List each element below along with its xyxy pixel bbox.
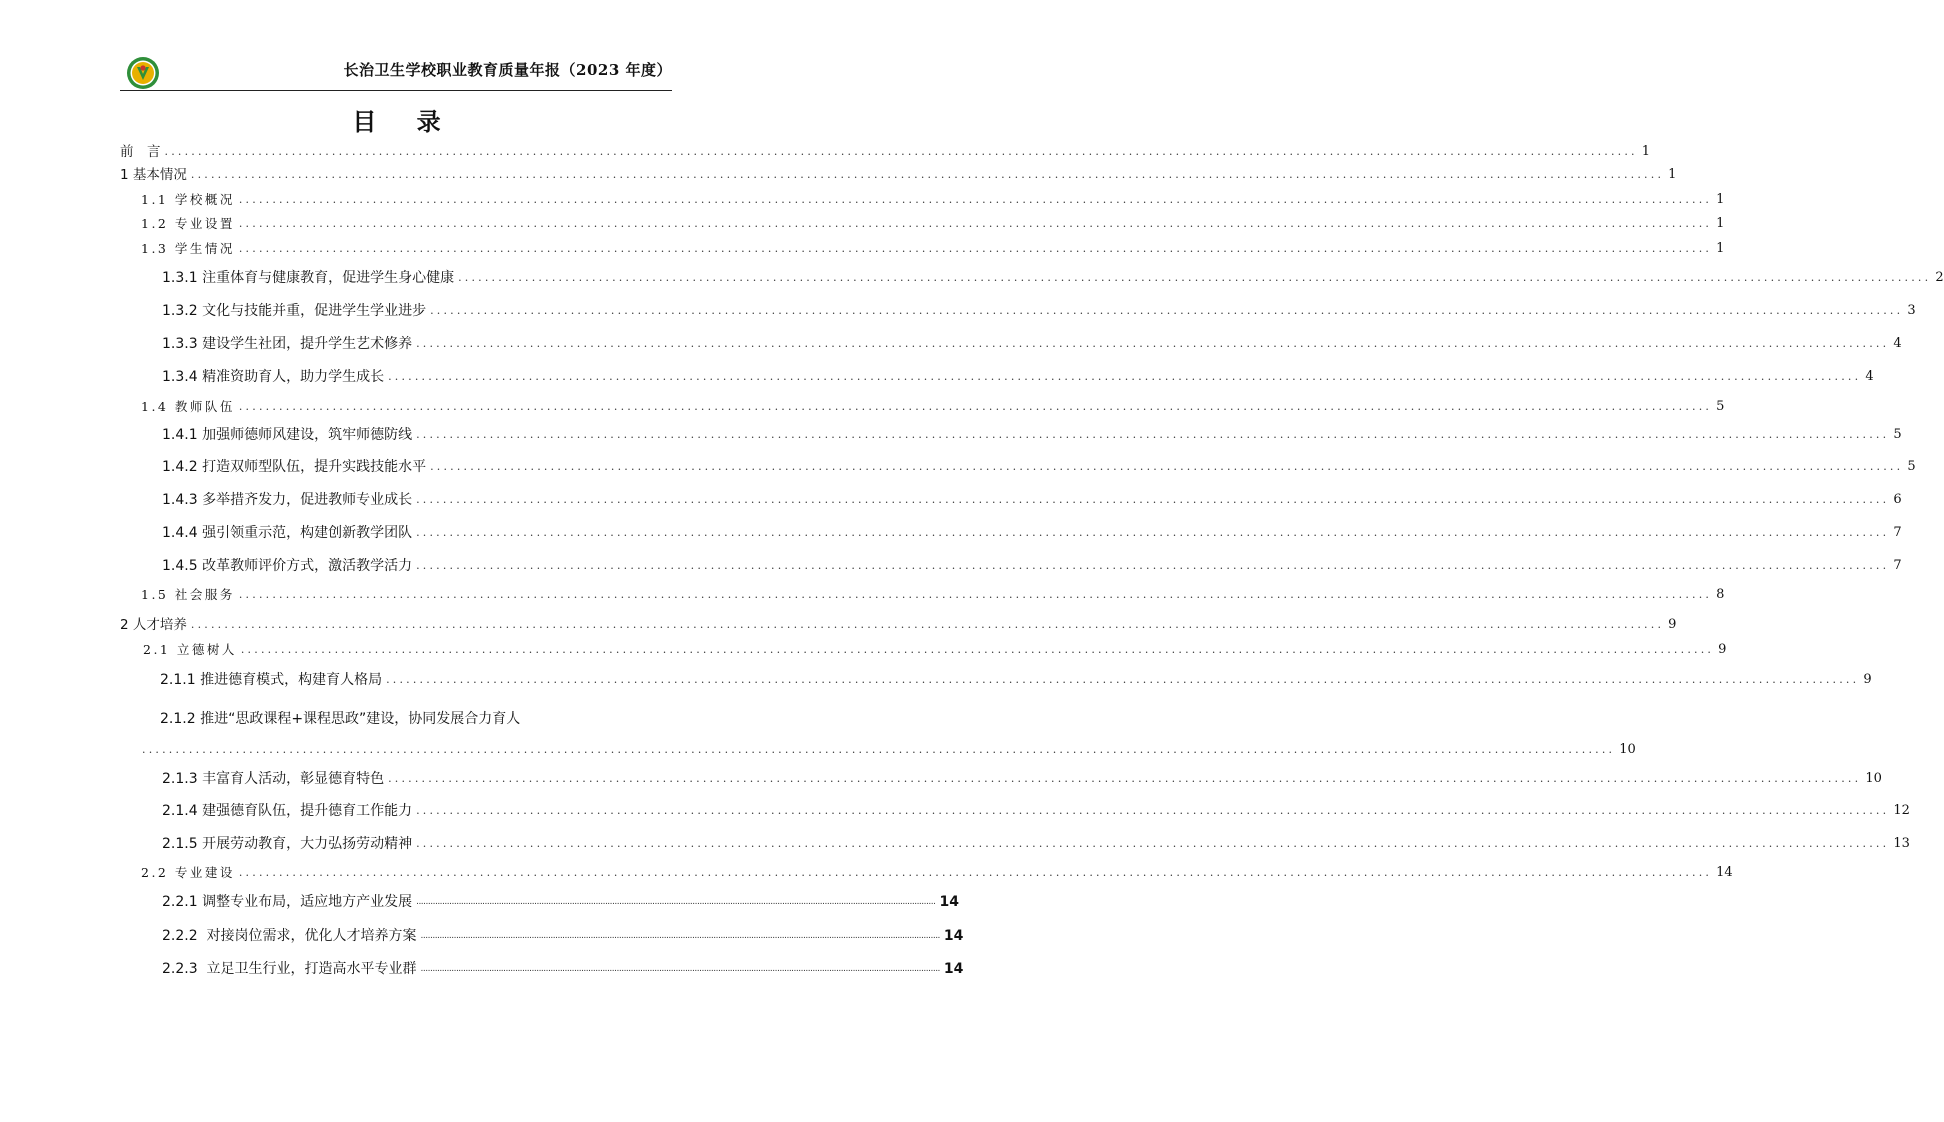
toc-entry-title: 2.1 立德树人 <box>143 642 237 657</box>
page-header <box>120 50 672 90</box>
dot-leader: ............................................................................................................................................................................................................................ <box>386 673 1860 686</box>
toc-entry-page: 14 <box>943 961 964 977</box>
toc-entry-page: 7 <box>1893 525 1902 540</box>
toc-entry-title: 1.2 专业设置 <box>141 216 235 231</box>
dot-leader: ............................................................................................................................................................................................................................ <box>416 804 1890 817</box>
toc-entry-2-1-1[interactable] <box>160 670 1872 690</box>
toc-entry-1-3[interactable] <box>141 239 1725 259</box>
toc-entry-page: 1 <box>1716 241 1725 256</box>
toc-entry-title: 1.3 学生情况 <box>141 241 235 256</box>
toc-entry-page: 9 <box>1718 642 1727 657</box>
toc-entry-1-4-5[interactable] <box>162 556 1902 576</box>
toc-entry-2-2-3[interactable] <box>162 959 964 979</box>
dot-leader: ............................................................................................................................................................................................................................ <box>238 217 1713 230</box>
toc-entry-title: 1.3.1 注重体育与健康教育，促进学生身心健康 <box>162 270 455 286</box>
toc-entry-page: 6 <box>1893 492 1902 507</box>
toc-entry-title: 2 人才培养 <box>120 617 187 633</box>
toc-entry-page: 12 <box>1893 803 1910 818</box>
dot-leader: ............................................................................................................................................................................................................................ <box>190 618 1665 631</box>
dot-leader: ............................................................................................................................................................................................................................ <box>164 145 1638 158</box>
toc-entry-title: 1.4.2 打造双师型队伍，提升实践技能水平 <box>162 459 427 475</box>
toc-entry-page: 14 <box>939 894 959 910</box>
dot-leader: ............................................................................................................................................................................................................................ <box>240 643 1715 656</box>
dot-leader: ............................................................................................................................................................................................................................ <box>238 400 1713 413</box>
toc-entry-2-2-1[interactable] <box>162 892 959 912</box>
dot-leader: ............................................................................................................................................................................................................................ <box>238 193 1713 206</box>
toc-entry-2[interactable] <box>120 615 1677 635</box>
toc-entry-1-3-1[interactable] <box>162 268 1944 288</box>
toc-entry-2-1-4[interactable] <box>162 801 1910 821</box>
toc-entry-title: 1.4 教师队伍 <box>141 399 235 414</box>
toc-entry-title: 2.1.4 建强德育队伍，提升德育工作能力 <box>162 803 413 819</box>
toc-title: 目 录 <box>352 107 457 136</box>
toc-entry-continuation <box>142 740 1636 760</box>
toc-entry-2-2[interactable] <box>141 863 1733 883</box>
dot-leader: ............................................................................................................................................................................................................................ <box>416 897 936 907</box>
toc-entry-2-1[interactable] <box>143 640 1727 660</box>
dot-leader: ............................................................................................................................................................................................................................ <box>416 428 1890 441</box>
dot-leader: ............................................................................................................................................................................................................................ <box>420 931 940 941</box>
toc-entry-preface[interactable] <box>120 142 1651 162</box>
toc-entry-page: 9 <box>1668 617 1677 632</box>
toc-entry-page: 4 <box>1865 369 1874 384</box>
toc-entry-page: 4 <box>1893 336 1902 351</box>
toc-entry-title: 2.2.1 调整专业布局，适应地方产业发展 <box>162 894 413 910</box>
toc-entry-page: 1 <box>1716 216 1725 231</box>
toc-entry-title: 1.3.3 建设学生社团，提升学生艺术修养 <box>162 336 413 352</box>
school-logo <box>126 56 160 90</box>
toc-entry-page: 2 <box>1935 270 1944 285</box>
toc-entry-title: 1.4.5 改革教师评价方式，激活教学活力 <box>162 558 413 574</box>
toc-entry-1-4-2[interactable] <box>162 457 1916 477</box>
toc-entry-1-3-3[interactable] <box>162 334 1902 354</box>
toc-entry-title: 2.2 专业建设 <box>141 865 235 880</box>
dot-leader: ............................................................................................................................................................................................................................ <box>416 559 1890 572</box>
toc-entry-page: 14 <box>943 928 964 944</box>
toc-entry-1-4-4[interactable] <box>162 523 1902 543</box>
toc-entry-page: 9 <box>1863 672 1872 687</box>
dot-leader: ............................................................................................................................................................................................................................ <box>430 304 1904 317</box>
toc-entry-page: 1 <box>1668 167 1677 182</box>
toc-entry-title: 2.1.1 推进德育模式，构建育人格局 <box>160 672 383 688</box>
toc-entry-title: 1.5 社会服务 <box>141 587 235 602</box>
toc-entry-2-1-3[interactable] <box>162 769 1882 789</box>
toc-entry-title: 1.4.3 多举措齐发力，促进教师专业成长 <box>162 492 413 508</box>
toc-entry-title: 2.1.2 推进“思政课程+课程思政”建设，协同发展合力育人 <box>160 711 521 727</box>
dot-leader: ............................................................................................................................................................................................................................ <box>420 964 940 974</box>
toc-entry-page: 1 <box>1716 192 1725 207</box>
dot-leader: ............................................................................................................................................................................................................................ <box>416 526 1890 539</box>
toc-entry-page: 8 <box>1716 587 1725 602</box>
toc-entry-1[interactable] <box>120 165 1677 185</box>
toc-entry-title: 1.3.4 精准资助育人，助力学生成长 <box>162 369 385 385</box>
dot-leader: ............................................................................................................................................................................................................................ <box>416 837 1890 850</box>
toc-entry-page: 13 <box>1893 836 1910 851</box>
toc-entry-page: 1 <box>1641 144 1651 159</box>
toc-entry-1-3-2[interactable] <box>162 301 1916 321</box>
toc-entry-1-5[interactable] <box>141 585 1725 605</box>
toc-entry-title: 1.4.4 强引领重示范，构建创新教学团队 <box>162 525 413 541</box>
toc-entry-page: 5 <box>1893 427 1902 442</box>
dot-leader: ............................................................................................................................................................................................................................ <box>430 460 1904 473</box>
toc-entry-title: 2.2.2 对接岗位需求，优化人才培养方案 <box>162 928 417 944</box>
dot-leader: ............................................................................................................................................................................................................................ <box>458 271 1932 284</box>
toc-entry-1-1[interactable] <box>141 190 1725 210</box>
toc-entry-page: 7 <box>1893 558 1902 573</box>
dot-leader: ............................................................................................................................................................................................................................ <box>238 588 1713 601</box>
toc-entry-title: 2.1.3 丰富育人活动，彰显德育特色 <box>162 771 385 787</box>
toc-entry-1-3-4[interactable] <box>162 367 1874 387</box>
toc-entry-1-4-1[interactable] <box>162 425 1902 445</box>
toc-entry-1-4-3[interactable] <box>162 490 1902 510</box>
toc-entry-title: 1.1 学校概况 <box>141 192 235 207</box>
dot-leader: ............................................................................................................................................................................................................................ <box>190 168 1665 181</box>
dot-leader: ............................................................................................................................................................................................................................ <box>388 772 1862 785</box>
toc-entry-1-2[interactable] <box>141 214 1725 234</box>
toc-entry-page: 3 <box>1907 303 1916 318</box>
toc-entry-page: 14 <box>1716 865 1733 880</box>
header-divider <box>120 90 672 91</box>
toc-entry-title: 2.1.5 开展劳动教育，大力弘扬劳动精神 <box>162 836 413 852</box>
toc-entry-title: 1 基本情况 <box>120 167 187 183</box>
toc-entry-page: 10 <box>1865 771 1882 786</box>
toc-entry-title: 1.4.1 加强师德师风建设，筑牢师德防线 <box>162 427 413 443</box>
dot-leader: ............................................................................................................................................................................................................................ <box>416 337 1890 350</box>
toc-entry-2-2-2[interactable] <box>162 926 964 946</box>
dot-leader: ............................................................................................................................................................................................................................ <box>388 370 1862 383</box>
toc-entry-page: 5 <box>1716 399 1725 414</box>
toc-entry-1-4[interactable] <box>141 397 1725 417</box>
dot-leader: ............................................................................................................................................................................................................................ <box>238 242 1713 255</box>
toc-entry-page: 5 <box>1907 459 1916 474</box>
header-title: 长治卫生学校职业教育质量年报（2023 年度） <box>343 61 672 79</box>
dot-leader: ............................................................................................................................................................................................................................ <box>416 493 1890 506</box>
dot-leader: ............................................................................................................................................................................................................................ <box>238 866 1713 879</box>
dot-leader: ............................................................................................................................................................................................................................ <box>142 743 1616 756</box>
toc-entry-page: 10 <box>1619 742 1636 757</box>
toc-entry-title: 1.3.2 文化与技能并重，促进学生学业进步 <box>162 303 427 319</box>
toc-entry-title: 2.2.3 立足卫生行业，打造高水平专业群 <box>162 961 417 977</box>
toc-entry-title: 前 言 <box>120 144 161 160</box>
toc-entry-2-1-5[interactable] <box>162 834 1910 854</box>
